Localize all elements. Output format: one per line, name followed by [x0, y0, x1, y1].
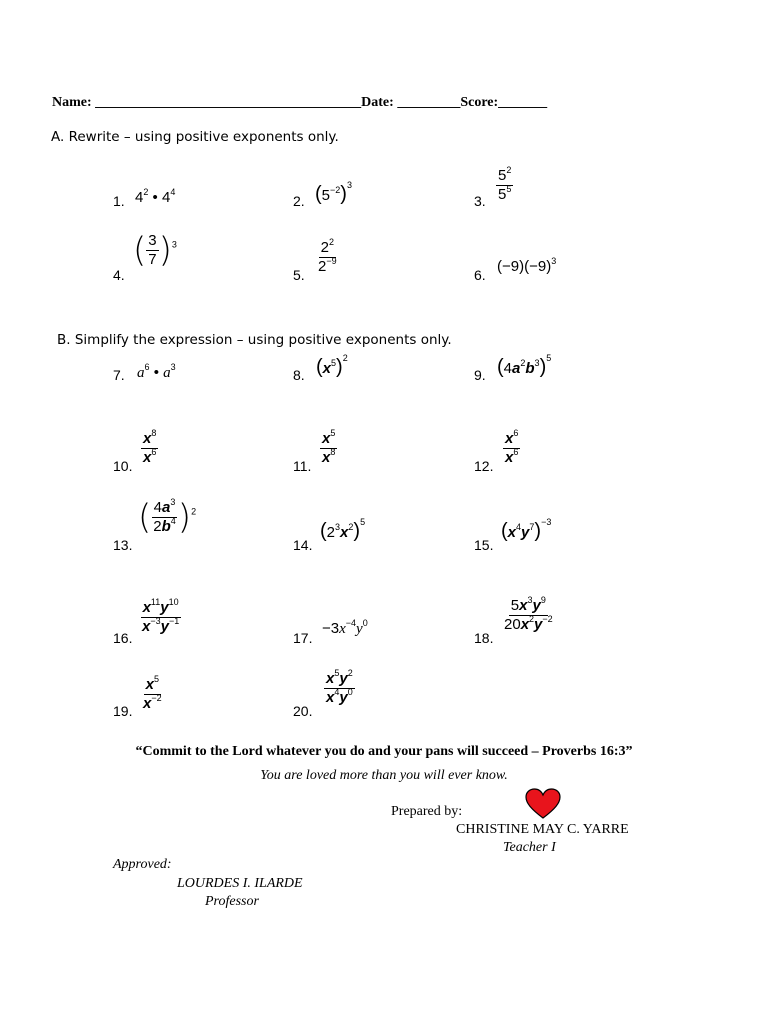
problem-7: $a^6$ • $a^3$ — [137, 362, 176, 381]
problem-number: 5. — [293, 267, 305, 283]
problem-8: $(x^5)^2$ — [316, 353, 348, 378]
section-b-title: B. Simplify the expression – using positive exponents only. — [57, 332, 452, 348]
problem-number: 16. — [113, 630, 133, 646]
problem-10: $\frac{x^8}{x^6}$ — [143, 428, 157, 466]
problem-number: 9. — [474, 367, 486, 383]
problem-number: 19. — [113, 703, 133, 719]
problem-number: 14. — [293, 537, 313, 553]
problem-number: 2. — [293, 193, 305, 209]
problem-19: $\frac{x^5}{x^{-2}}$ — [143, 674, 162, 712]
problem-20: $\frac{x^5y^2}{x^4y^0}$ — [326, 668, 353, 706]
problem-18: $\frac{5x^3y^9}{20x^2y^{-2}}$ — [504, 595, 553, 633]
problem-16: $\frac{x^{11}y^{10}}{x^{-3}y^{-1}}$ — [142, 597, 180, 635]
approver-name: LOURDES I. ILARDE — [177, 876, 303, 891]
problem-6: $(-9)(-9)^3$ — [497, 256, 557, 275]
problem-3: $\frac{5^2}{5^5}$ — [498, 165, 512, 203]
date-label: Date: — [361, 95, 394, 110]
section-a-title: A. Rewrite – using positive exponents only. — [51, 129, 339, 145]
problem-number: 8. — [293, 367, 305, 383]
prepared-by-label: Prepared by: — [391, 804, 463, 819]
problem-4: ( $\frac{3}{7}$ )$^3$ — [133, 230, 177, 271]
problem-number: 4. — [113, 267, 125, 283]
problem-number: 7. — [113, 367, 125, 383]
problem-number: 12. — [474, 458, 494, 474]
problem-12: $\frac{x^6}{x^6}$ — [505, 428, 519, 466]
name-label: Name: — [52, 95, 92, 110]
problem-number: 3. — [474, 193, 486, 209]
problem-5: $\frac{2^2}{2^{-9}}$ — [318, 237, 337, 275]
score-label: Score: — [460, 95, 499, 110]
problem-2: $(5^{-2})^3$ — [315, 180, 352, 205]
problem-number: 17. — [293, 630, 313, 646]
problem-11: $\frac{x^5}{x^8}$ — [322, 428, 336, 466]
problem-number: 15. — [474, 537, 494, 553]
approver-title: Professor — [205, 894, 259, 909]
preparer-name: CHRISTINE MAY C. YARRE — [456, 822, 629, 837]
score-field[interactable]: _______ — [498, 95, 548, 110]
problem-15: $(x^4y^7)^{-3}$ — [501, 517, 552, 542]
problem-number: 10. — [113, 458, 133, 474]
preparer-title: Teacher I — [503, 840, 556, 855]
problem-9: $(4a^2b^3)^5$ — [497, 353, 552, 378]
date-field[interactable]: _________ — [397, 95, 461, 110]
problem-number: 11. — [293, 458, 312, 474]
problem-14: $(2^3x^2)^5$ — [320, 517, 366, 542]
header-line — [52, 95, 547, 111]
problem-number: 13. — [113, 537, 133, 553]
problem-number: 20. — [293, 703, 313, 719]
problem-number: 1. — [113, 193, 125, 209]
problem-1: $4^2$ • $4^4$ — [135, 187, 176, 206]
heart-icon — [525, 788, 561, 825]
problem-number: 18. — [474, 630, 494, 646]
name-field[interactable]: ______________________________________ — [95, 95, 362, 110]
loved-message: You are loved more than you will ever know. — [260, 768, 508, 783]
problem-17: $-3x^{-4}y^0$ — [322, 618, 368, 637]
problem-13: ( $\frac{4a^3}{2b^4}$ )$^2$ — [138, 497, 197, 538]
proverbs-quote: “Commit to the Lord whatever you do and your pans will succeed – Proverbs 16:3” — [135, 744, 633, 759]
approved-label: Approved: — [113, 857, 172, 872]
problem-number: 6. — [474, 267, 486, 283]
